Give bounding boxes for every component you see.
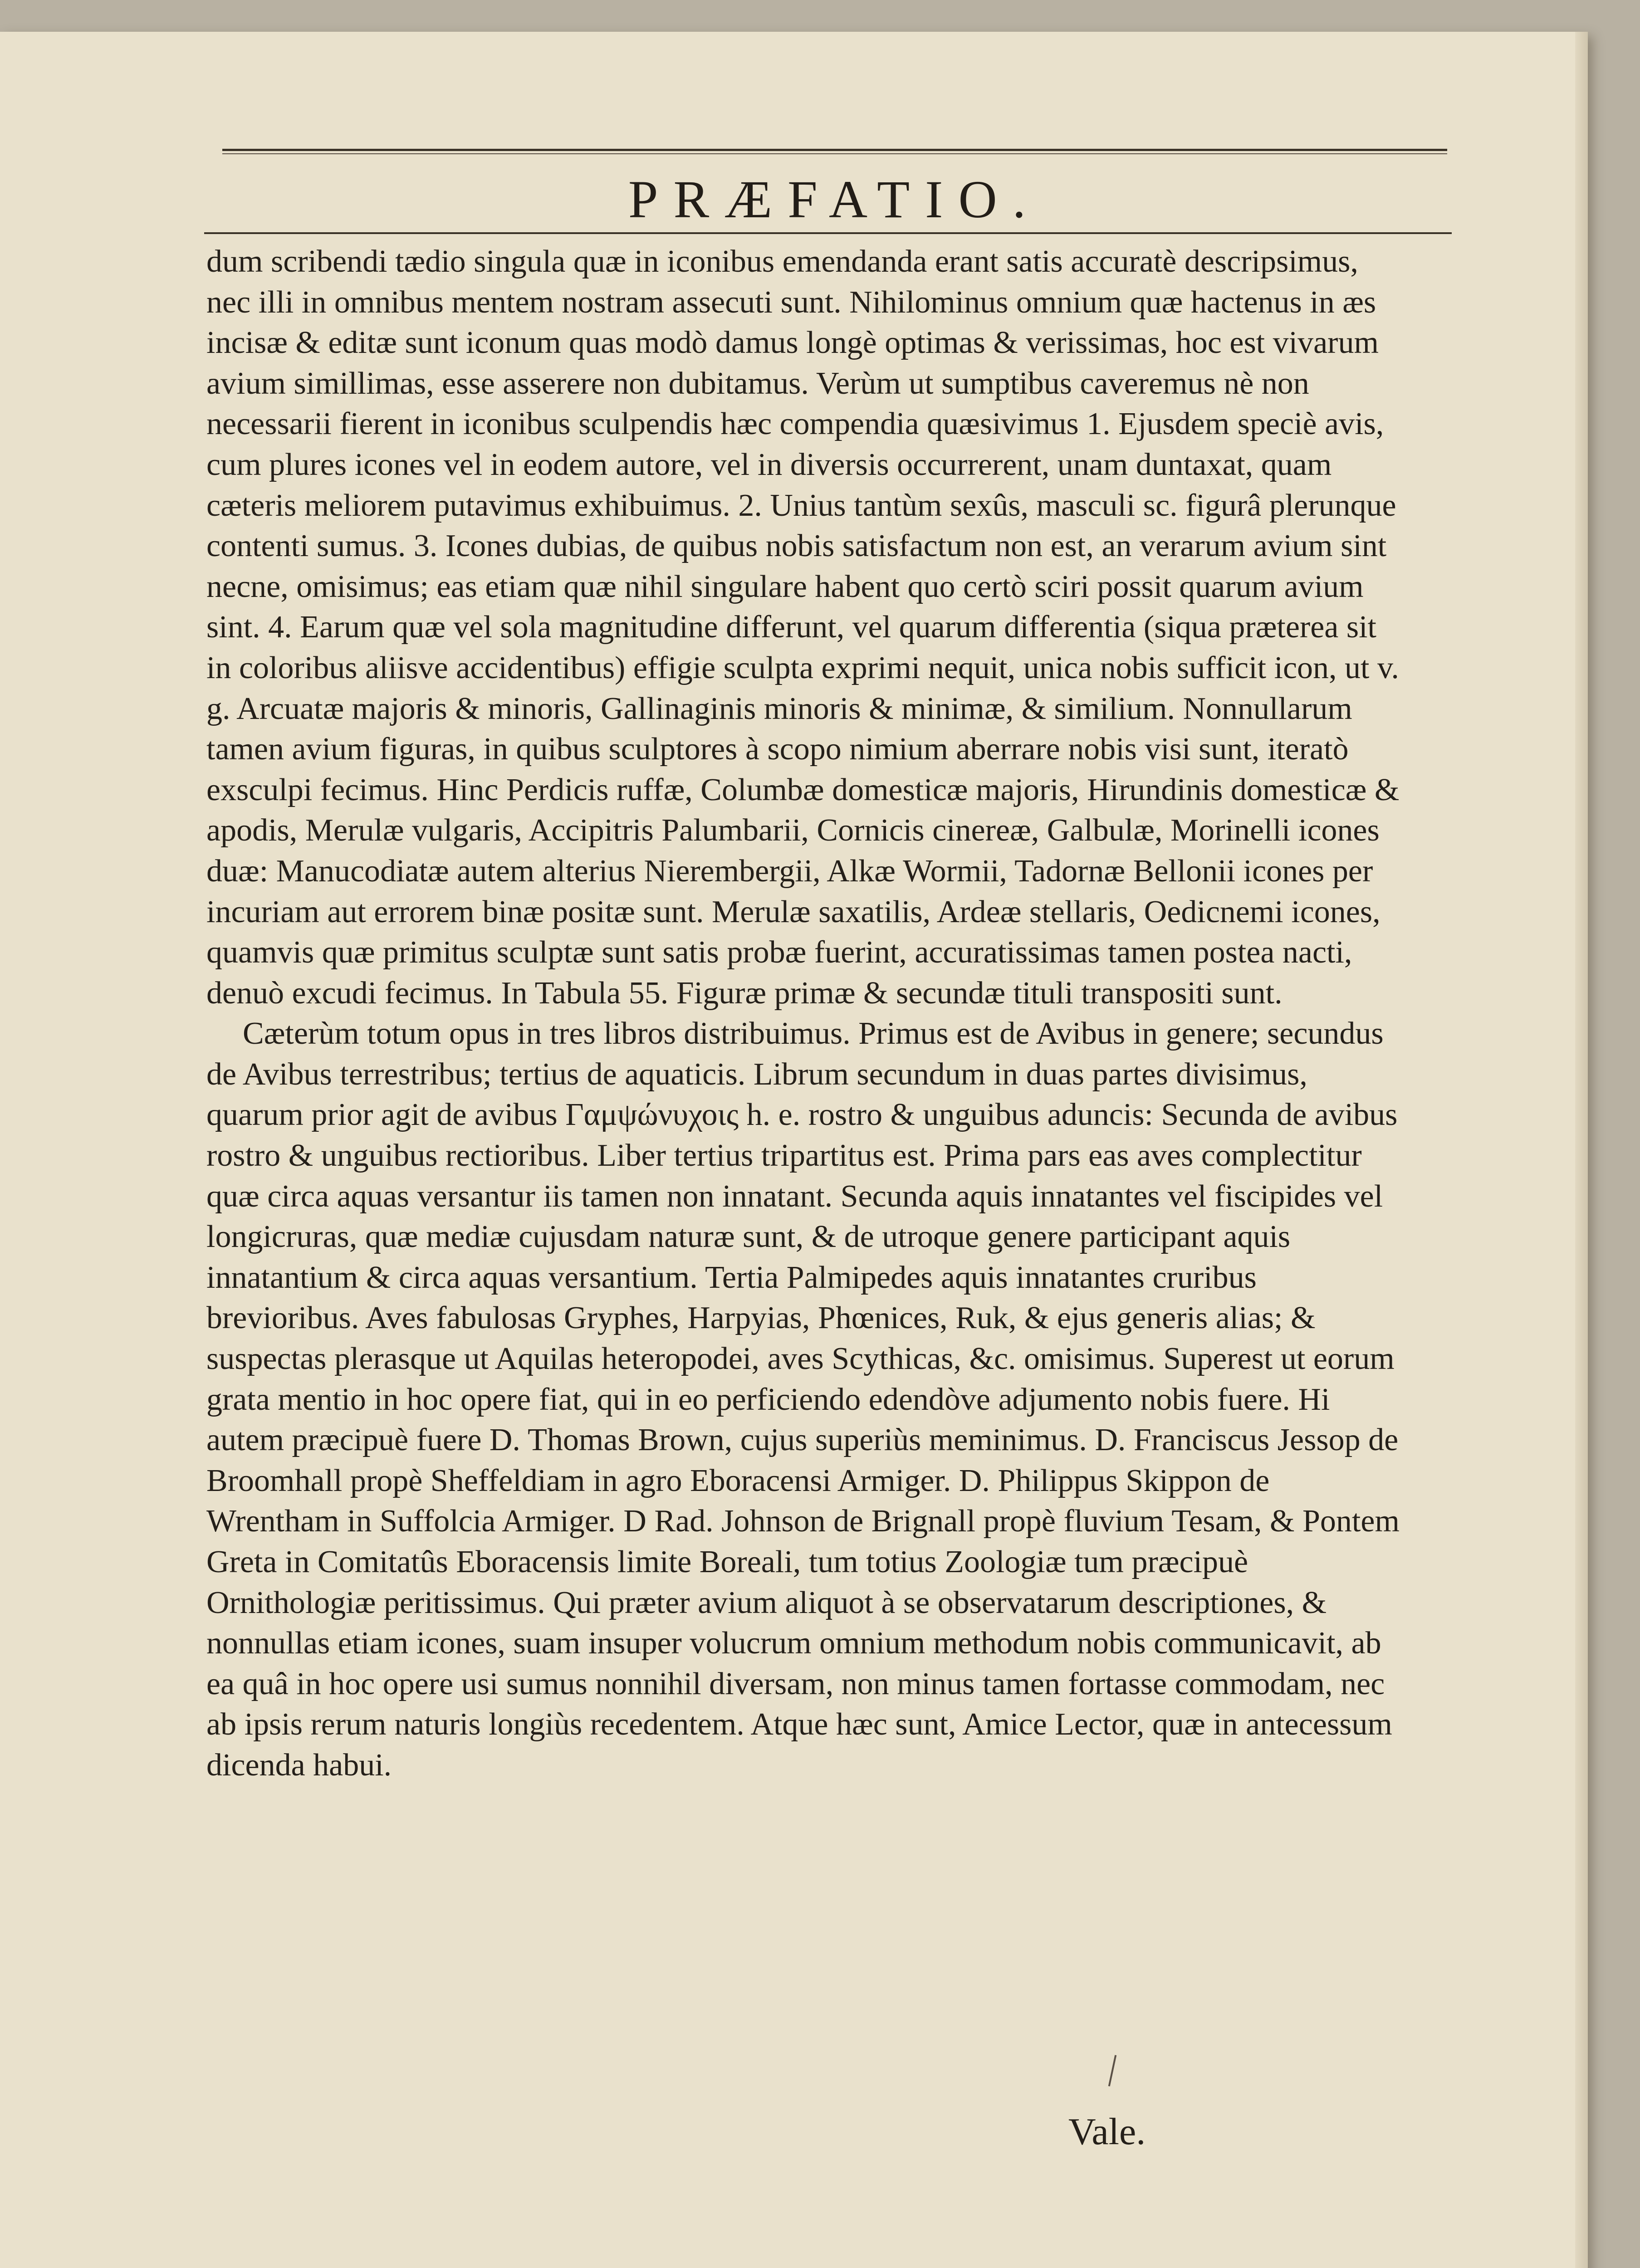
book-page [0,32,1588,2268]
page-header-title: PRÆFATIO. [628,170,1042,229]
page-edge [1575,32,1588,2268]
preface-body [206,241,1404,1786]
closing-signoff: Vale. [1068,2111,1146,2153]
paragraph-1: dum scribendi tædio singula quæ in iconibus emendanda erant satis accuratè descripsimus, nec illi in omnibus mentem nostram assecuti sunt. Nihilominus omnium quæ hactenus in æs incisæ & editæ sunt iconum quas modò damus longè optimas & verissimas, hoc est vivarum avium simillimas, esse asserere non dubitamus. Verùm ut sumptibus caveremus nè non necessarii fierent in iconibus sculpendis hæc compendia quæsivimus 1. Ejusdem speciè avis, cum plures icones vel in eodem autore, vel in diversis occurrerent, unam duntaxat, quam cæteris meliorem putavimus exhibuimus. 2. Unius tantùm sexûs, masculi sc. figurâ plerunque contenti sumus. 3. Icones dubias, de quibus nobis satisfactum non est, an verarum avium sint necne, omisimus; eas etiam quæ nihil singulare habent quo certò sciri possit quarum avium sint. 4. Earum quæ vel sola magnitudine differunt, vel quarum differentia (siqua præterea sit in coloribus aliisve accidentibus) effigie sculpta exprimi nequit, unica nobis sufficit icon, ut v. g. Arcuatæ majoris & minoris, Gallinaginis minoris & minimæ, & similium. Nonnullarum tamen avium figuras, in quibus sculptores à scopo nimium aberrare nobis visi sunt, iteratò exsculpi fecimus. Hinc Perdicis ruffæ, Columbæ domesticæ majoris, Hirundinis domesticæ & apodis, Merulæ vulgaris, Accipitris Palumbarii, Cornicis cinereæ, Galbulæ, Morinelli icones duæ: Manucodiatæ autem alterius Nierembergii, Alkæ Wormii, Tadornæ Bellonii icones per incuriam aut errorem binæ positæ sunt. Merulæ saxatilis, Ardeæ stellaris, Oedicnemi icones, quamvis quæ primitus sculptæ sunt satis probæ fuerint, accuratissimas tamen postea nacti, denuò excudi fecimus. In Tabula 55. Figuræ primæ & secundæ tituli transpositi sunt. [206,244,1400,1011]
top-rule [222,149,1447,151]
top-rule-thin [222,153,1447,154]
paragraph-2: Cæterùm totum opus in tres libros distribuimus. Primus est de Avibus in genere; secundus de Avibus terrestribus; tertius de aquaticis. Librum secundum in duas partes divisimus, quarum prior agit de avibus Γαμψώνυχοις h. e. rostro & unguibus aduncis: Secunda de avibus rostro & unguibus rectioribus. Liber tertius tripartitus est. Prima pars eas aves complectitur quæ circa aquas versantur iis tamen non innatant. Secunda aquis innatantes vel fiscipides vel longicruras, quæ mediæ cujusdam naturæ sunt, & de utroque genere participant aquis innatantium & circa aquas versantium. Tertia Palmipedes aquis innatantes cruribus brevioribus. Aves fabulosas Gryphes, Harpyias, Phœnices, Ruk, & ejus generis alias; & suspectas plerasque ut Aquilas heteropodei, aves Scythicas, &c. omisimus. Superest ut eorum grata mentio in hoc opere fiat, qui in eo perficiendo edendòve adjumento nobis fuere. Hi autem præcipuè fuere D. Thomas Brown, cujus superiùs meminimus. D. Franciscus Jessop de Broomhall propè Sheffeldiam in agro Eboracensi Armiger. D. Philippus Skippon de Wrentham in Suffolcia Armiger. D Rad. Johnson de Brignall propè fluvium Tesam, & Pontem Greta in Comitatûs Eboracensis limite Boreali, tum totius Zoologiæ tum præcipuè Ornithologiæ peritissimus. Qui præter avium aliquot à se observatarum descriptiones, & nonnullas etiam icones, suam insuper volucrum omnium methodum nobis communicavit, ab ea quâ in hoc opere usi sumus nonnihil diversam, non minus tamen fortasse commodam, nec ab ipsis rerum naturis longiùs recedentem. Atque hæc sunt, Amice Lector, quæ in antecessum dicenda habui. [206,1016,1400,1783]
header-rule [204,232,1452,234]
ink-mark [1108,2055,1116,2086]
